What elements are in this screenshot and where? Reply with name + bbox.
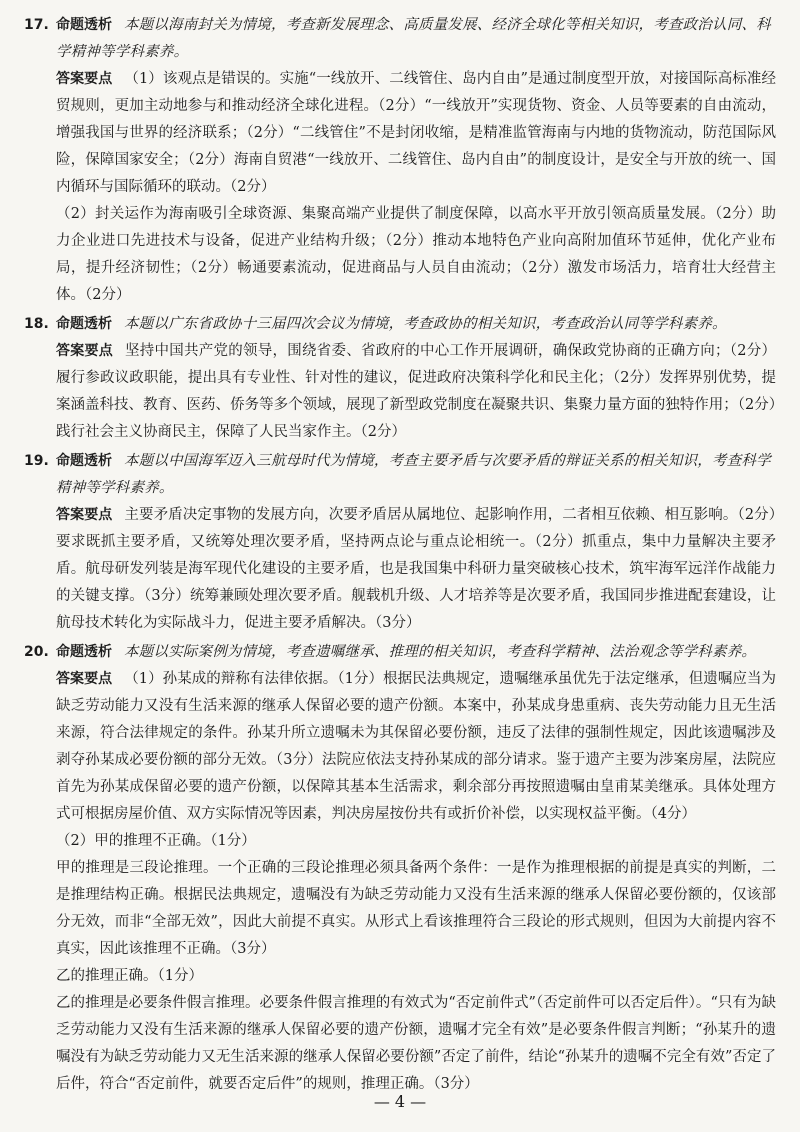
answer-paragraph xyxy=(56,502,776,637)
question-number: 20. xyxy=(24,644,49,660)
answer-tag: 答案要点 xyxy=(56,671,113,687)
answer-paragraph xyxy=(56,338,776,446)
answer-tag: 答案要点 xyxy=(56,71,113,87)
answer-paragraph: 乙的推理是必要条件假言推理。必要条件假言推理的有效式为“否定前件式”（否定前件可以否定后件）。“只有为缺乏劳动能力又没有生活来源的继承人保留必要的遗产份额，遗嘱才完全有效”是必要条件假言判断；“孙某升的遗嘱没有为缺乏劳动能力又无生活来源的继承人保留必要份额”否定了前件，结论“孙某升的遗嘱不完全有效”否定了后件，符合“否定前件，就要否定后件”的规则，推理正确。（3分） xyxy=(56,995,776,1092)
answer-tag: 答案要点 xyxy=(56,343,114,359)
intro-text: 本题以海南封关为情境，考查新发展理念、高质量发展、经济全球化等相关知识，考查政治认同、科学精神等学科素养。 xyxy=(56,17,771,60)
answer-tag: 答案要点 xyxy=(56,507,113,523)
answer-paragraph xyxy=(56,66,776,201)
intro-tag: 命题透析 xyxy=(56,316,112,332)
intro-tag: 命题透析 xyxy=(56,17,112,33)
intro-tag: 命题透析 xyxy=(56,453,112,469)
question-number: 17. xyxy=(24,17,49,33)
answer-paragraph: 甲的推理是三段论推理。一个正确的三段论推理必须具备两个条件：一是作为推理根据的前提是真实的判断，二是推理结构正确。根据民法典规定，遗嘱没有为缺乏劳动能力又没有生活来源的继承人保留必要份额的，仅该部分无效，而非“全部无效”，因此大前提不真实。从形式上看该推理符合三段论的形式规则，但因为大前提内容不真实，因此该推理不正确。（3分） xyxy=(56,860,776,957)
question-number: 19. xyxy=(24,453,49,469)
intro-text: 本题以中国海军迈入三航母时代为情境，考查主要矛盾与次要矛盾的辩证关系的相关知识，考查科学精神等学科素养。 xyxy=(56,453,771,496)
answer-block xyxy=(24,666,776,1098)
intro-text: 本题以广东省政协十三届四次会议为情境，考查政协的相关知识，考查政治认同等学科素养。 xyxy=(124,316,727,332)
question-number: 18. xyxy=(24,316,49,332)
intro-tag: 命题透析 xyxy=(56,644,112,660)
answer-paragraph: （2）甲的推理不正确。（1分） xyxy=(56,833,256,849)
answer-block xyxy=(24,502,776,637)
answer-paragraph: 乙的推理正确。（1分） xyxy=(56,968,203,984)
answer-text: 主要矛盾决定事物的发展方向，次要矛盾居从属地位、起影响作用，二者相互依赖、相互影响。（2分）要求既抓主要矛盾，又统筹处理次要矛盾，坚持两点论与重点论相统一。（2分）抓重点，集中力量解决主要矛盾。航母研发列装是海军现代化建设的主要矛盾，也是我国集中科研力量突破核心技术，筑牢海军远洋作战能力的关键支撑。（3分）统筹兼顾处理次要矛盾。舰载机升级、人才培养等是次要矛盾，我国同步推进配套建设，让航母技术转化为实际战斗力，促进主要矛盾解决。（3分） xyxy=(56,507,776,631)
question-intro xyxy=(24,639,776,666)
question-item-18 xyxy=(24,311,776,446)
question-intro xyxy=(24,12,776,66)
answer-paragraph xyxy=(56,666,776,828)
answer-paragraph: （2）封关运作为海南吸引全球资源、集聚高端产业提供了制度保障，以高水平开放引领高质量发展。（2分）助力企业进口先进技术与设备，促进产业结构升级；（2分）推动本地特色产业向高附加值环节延伸，优化产业布局，提升经济韧性；（2分）畅通要素流动，促进商品与人员自由流动；（2分）激发市场活力，培育壮大经营主体。（2分） xyxy=(56,206,776,303)
answer-block xyxy=(24,338,776,446)
question-item-20 xyxy=(24,639,776,1098)
answer-text: 坚持中国共产党的领导，围绕省委、省政府的中心工作开展调研，确保政党协商的正确方向；（2分）履行参政议政职能，提出具有专业性、针对性的建议，促进政府决策科学化和民主化；（2分）发挥界别优势，提案涵盖科技、教育、医药、侨务等多个领域，展现了新型政党制度在凝聚共识、集聚力量方面的独特作用；（2分）践行社会主义协商民主，保障了人民当家作主。（2分） xyxy=(56,343,777,440)
question-intro xyxy=(24,311,776,338)
question-item-19 xyxy=(24,448,776,637)
answer-text: （1）该观点是错误的。实施“一线放开、二线管住、岛内自由”是通过制度型开放，对接国际高标准经贸规则，更加主动地参与和推动经济全球化进程。（2分）“一线放开”实现货物、资金、人员等要素的自由流动，增强我国与世界的经济联系；（2分）“二线管住”不是封闭收缩，是精准监管海南与内地的货物流动，防范国际风险，保障国家安全；（2分）海南自贸港“一线放开、二线管住、岛内自由”的制度设计，是安全与开放的统一、国内循环与国际循环的联动。（2分） xyxy=(56,71,776,195)
question-item-17 xyxy=(24,12,776,309)
answer-text: （1）孙某成的辩称有法律依据。（1分）根据民法典规定，遗嘱继承虽优先于法定继承，但遗嘱应当为缺乏劳动能力又没有生活来源的继承人保留必要的遗产份额。本案中，孙某成身患重病、丧失劳动能力且无生活来源，符合法律规定的条件。孙某升所立遗嘱未为其保留必要份额，违反了法律的强制性规定，因此该遗嘱涉及剥夺孙某成必要份额的部分无效。（3分）法院应依法支持孙某成的部分请求。鉴于遗产主要为涉案房屋，法院应首先为孙某成保留必要的遗产份额，以保障其基本生活需求，剩余部分再按照遗嘱由皇甫某美继承。具体处理方式可根据房屋价值、双方实际情况等因素，判决房屋按份共有或折价补偿，以实现权益平衡。（4分） xyxy=(56,671,776,822)
answer-block xyxy=(24,66,776,309)
intro-text: 本题以实际案例为情境，考查遗嘱继承、推理的相关知识，考查科学精神、法治观念等学科素养。 xyxy=(124,644,757,660)
question-intro xyxy=(24,448,776,502)
page-number: — 4 — xyxy=(373,1092,427,1111)
